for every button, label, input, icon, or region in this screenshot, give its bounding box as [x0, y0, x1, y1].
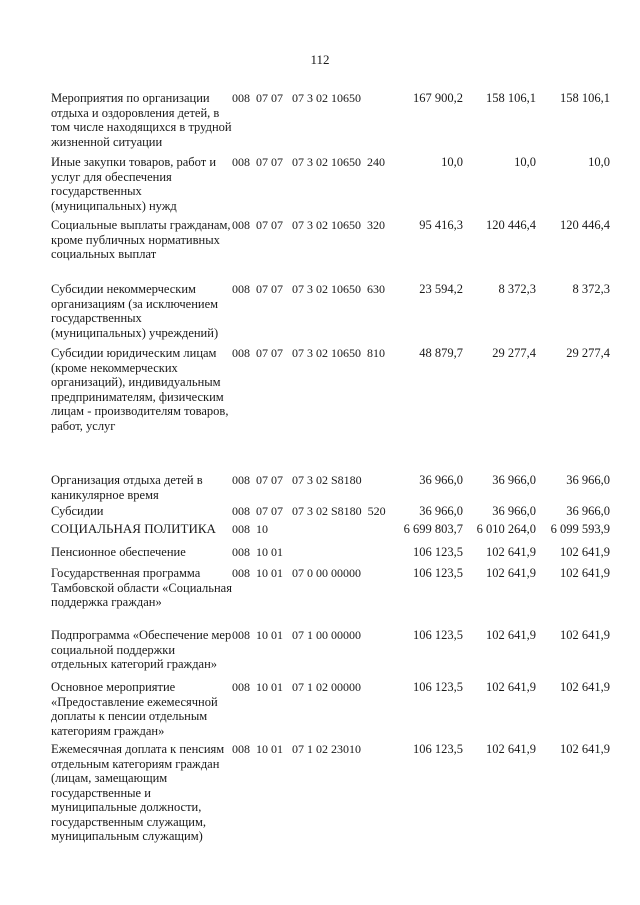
row-value-2: 6 010 264,0: [476, 522, 536, 536]
row-code: 008 07 07 07 3 02 10650: [232, 91, 361, 105]
row-value-3: 120 446,4: [560, 218, 610, 232]
row-value-1: 36 966,0: [419, 473, 463, 487]
row-value-3: 102 641,9: [560, 628, 610, 642]
row-value-2: 158 106,1: [486, 91, 536, 105]
row-value-3: 158 106,1: [560, 91, 610, 105]
row-value-3: 36 966,0: [566, 504, 610, 518]
row-name: Субсидии некоммерческим организациям (за исключением государственных (муниципальных) учреждений): [51, 282, 219, 340]
row-value-2: 8 372,3: [498, 282, 536, 296]
row-value-2: 29 277,4: [492, 346, 536, 360]
row-name: Ежемесячная доплата к пенсиям отдельным категориям граждан (лицам, замещающим государственные и муниципальные должности, государственным служащим, муниципальным служащим): [51, 742, 225, 843]
row-value-2: 102 641,9: [486, 628, 536, 642]
row-name: Мероприятия по организации отдыха и оздоровления детей, в том числе находящихся в трудной жизненной ситуации: [51, 91, 232, 149]
row-value-2: 36 966,0: [492, 504, 536, 518]
row-value-3: 6 099 593,9: [550, 522, 610, 536]
row-code: 008 10 01 07 0 00 00000: [232, 566, 361, 580]
row-name: Государственная программа Тамбовской области «Социальная поддержка граждан»: [51, 566, 232, 609]
row-value-1: 106 123,5: [413, 680, 463, 694]
row-value-1: 36 966,0: [419, 504, 463, 518]
row-value-1: 167 900,2: [413, 91, 463, 105]
row-value-1: 48 879,7: [419, 346, 463, 360]
row-value-3: 29 277,4: [566, 346, 610, 360]
row-name: Социальные выплаты гражданам, кроме публичных нормативных социальных выплат: [51, 218, 231, 261]
row-value-2: 120 446,4: [486, 218, 536, 232]
section-heading: СОЦИАЛЬНАЯ ПОЛИТИКА: [51, 521, 216, 536]
row-value-2: 36 966,0: [492, 473, 536, 487]
row-code: 008 10 01: [232, 545, 283, 559]
row-code: 008 07 07 07 3 02 10650 630: [232, 282, 385, 296]
row-value-2: 102 641,9: [486, 545, 536, 559]
row-code: 008 07 07 07 3 02 S8180: [232, 473, 362, 487]
row-code: 008 10 01 07 1 00 00000: [232, 628, 361, 642]
row-value-1: 106 123,5: [413, 545, 463, 559]
row-value-3: 102 641,9: [560, 566, 610, 580]
row-code: 008 07 07 07 3 02 S8180 520: [232, 504, 386, 518]
row-name: Подпрограмма «Обеспечение мер социальной поддержки отдельных категорий граждан»: [51, 628, 232, 671]
row-value-2: 102 641,9: [486, 566, 536, 580]
row-code: 008 10 01 07 1 02 23010: [232, 742, 361, 756]
page-number: 112: [310, 52, 330, 67]
row-value-3: 8 372,3: [572, 282, 610, 296]
row-value-1: 106 123,5: [413, 742, 463, 756]
row-name: Субсидии: [51, 504, 104, 518]
row-name: Организация отдыха детей в каникулярное время: [51, 473, 203, 502]
row-value-1: 6 699 803,7: [403, 522, 463, 536]
row-name: Субсидии юридическим лицам (кроме некоммерческих организаций), индивидуальным предпринимателям, физическим лицам - производителям товаров, работ, услуг: [51, 346, 229, 433]
row-code: 008 07 07 07 3 02 10650 240: [232, 155, 385, 169]
row-value-3: 102 641,9: [560, 742, 610, 756]
row-name: Пенсионное обеспечение: [51, 545, 186, 559]
row-value-1: 106 123,5: [413, 628, 463, 642]
row-value-3: 10,0: [588, 155, 610, 169]
row-value-2: 102 641,9: [486, 742, 536, 756]
row-value-1: 23 594,2: [419, 282, 463, 296]
row-name: Основное мероприятие «Предоставление ежемесячной доплаты к пенсии отдельным категориям граждан»: [51, 680, 218, 738]
row-value-1: 95 416,3: [419, 218, 463, 232]
row-code: 008 07 07 07 3 02 10650 810: [232, 346, 385, 360]
row-value-1: 10,0: [441, 155, 463, 169]
row-name: Иные закупки товаров, работ и услуг для обеспечения государственных (муниципальных) нужд: [51, 155, 217, 213]
row-code: 008 10: [232, 522, 268, 536]
row-value-3: 36 966,0: [566, 473, 610, 487]
row-code: 008 10 01 07 1 02 00000: [232, 680, 361, 694]
row-value-2: 10,0: [514, 155, 536, 169]
row-code: 008 07 07 07 3 02 10650 320: [232, 218, 385, 232]
row-value-3: 102 641,9: [560, 545, 610, 559]
row-value-3: 102 641,9: [560, 680, 610, 694]
row-value-2: 102 641,9: [486, 680, 536, 694]
row-value-1: 106 123,5: [413, 566, 463, 580]
